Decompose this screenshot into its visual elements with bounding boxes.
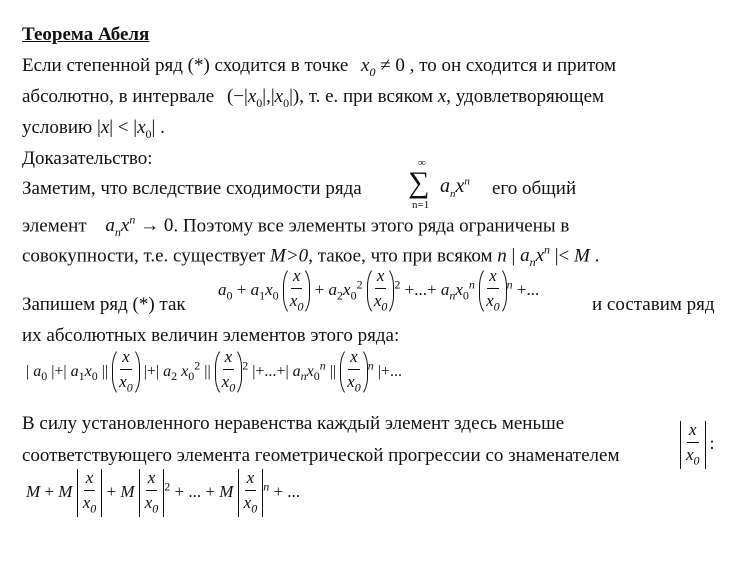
text-fragment: . Поэтому все элементы этого ряда ограничены в — [173, 215, 570, 237]
formula-interval: $(-|x_0|,|x_0|)$ — [226, 86, 300, 110]
text-fragment: , удовлетворяющем — [446, 86, 605, 107]
document-page: Теорема Абеля Если степенной ряд (*) сходится в точке $x_0 \ne 0$ , то он сходится и притом абсолютно, в интервале $(-|x_0|,|x_0|)$, т. е. при всяком x, удовлетворяющем условию $|x| < |x_0|$ . Доказательство: Заметим, что вследствие сходимости ряда ∞ ∑ n=1 $a_nx^n$ его общий элемент $a_nx^n \to 0$. Поэтому все элементы этого ряда ограничены в совокупности, т.е. существует M>0, такое, что при всяком n | $a_nx^n$ |< M . Запишем ряд (*) так $a_0 + a_1x_0$ $\frac{x}{x_0}$ + $a_2x_0^2$ $\frac{x}{x_0}$ $^2$ +...+ $a_nx_0^n$ $\frac{x}{x_0}$ $^n$ +... и составим ряд их абсолютных величин элементов этого ряда: | $a_0$ |+| $a_1x_0$ || $\frac{x}{x_0}$ |+| $a_2$ $x_0^2$ || $\frac{x}{x_0}$ $^2$ |+...+| $a_nx_0^n$ || $\frac{x}{x_0}$ $^n$ |+... В силу установленного неравенства каждый элемент здесь меньше соответствующего элемента геометрической прогрессии со знаменателем $\frac{x}{x_0}$ : M + M $\frac{x}{x_0}$ + M $\frac{x}{x_0}$ $^2$ + ... + M $\frac{x}{x_0}$ $^n$ + ... — [22, 24, 715, 516]
text-fragment: , такое, что при всяком — [308, 245, 493, 267]
formula-abs-series: | $a_0$ |+| $a_1x_0$ || $\frac{x}{x_0}$ |+| $a_2$ $x_0^2$ || $\frac{x}{x_0}$ $^2$ |+...+| $a_nx_0^n$ || $\frac{x}{x_0}$ $^n$ |+... — [26, 347, 402, 397]
text-fragment: , то он сходится и притом — [409, 55, 617, 76]
text-line-9: их абсолютных величин элементов этого ряда: — [22, 325, 400, 346]
text-fragment: его общий — [492, 178, 577, 199]
formula-abs-anxn-lt-M: | $a_nx^n$ |< M . — [511, 243, 600, 270]
text-fragment: соответствующего элемента геометрической прогрессии со знаменателем — [22, 445, 620, 466]
text-line-1 — [22, 55, 616, 83]
text-fragment: условию — [22, 117, 93, 138]
formula-n: n — [497, 245, 507, 267]
text-fragment: и составим ряд — [592, 294, 715, 315]
formula-ratio: $\frac{x}{x_0}$ : — [680, 421, 715, 469]
formula-M: M>0 — [270, 245, 309, 267]
text-line-proof: Доказательство: — [22, 148, 153, 169]
text-fragment: Запишем ряд (*) так — [22, 294, 186, 315]
text-line-10: В силу установленного неравенства каждый элемент здесь меньше — [22, 413, 565, 434]
text-line-5 — [22, 178, 362, 200]
text-fragment: Заметим, что вследствие сходимости ряда — [22, 178, 362, 199]
text-line-2 — [22, 86, 604, 114]
text-line-11 — [22, 445, 619, 467]
formula-x0-neq-0: $x_0 \ne 0$ — [361, 55, 405, 79]
formula-geometric-series: M + M $\frac{x}{x_0}$ + M $\frac{x}{x_0}$ $^2$ + ... + M $\frac{x}{x_0}$ $^n$ + ... — [26, 468, 301, 516]
text-fragment: абсолютно, в интервале — [22, 86, 215, 107]
formula-series-expansion: $a_0 + a_1x_0$ $\frac{x}{x_0}$ + $a_2x_0^2$ $\frac{x}{x_0}$ $^2$ +...+ $a_nx_0^n$ $\frac{x}{x_0}$ $^n$ +... — [218, 266, 539, 316]
text-line-6 — [22, 209, 569, 243]
formula-abs-x-lt-abs-x0: $|x| < |x_0|$ . — [97, 117, 165, 141]
text-fragment: совокупности, т.е. существует — [22, 245, 266, 267]
formula-x: x — [437, 86, 447, 107]
text-fragment: Если степенной ряд (*) сходится в точке — [22, 55, 349, 76]
text-fragment: , т. е. при всяком — [299, 86, 434, 107]
formula-anxn-to-0: $a_nx^n \to 0$ — [105, 213, 174, 240]
text-line-3 — [22, 117, 165, 145]
theorem-heading: Теорема Абеля — [22, 24, 150, 45]
text-fragment: элемент — [22, 215, 87, 237]
